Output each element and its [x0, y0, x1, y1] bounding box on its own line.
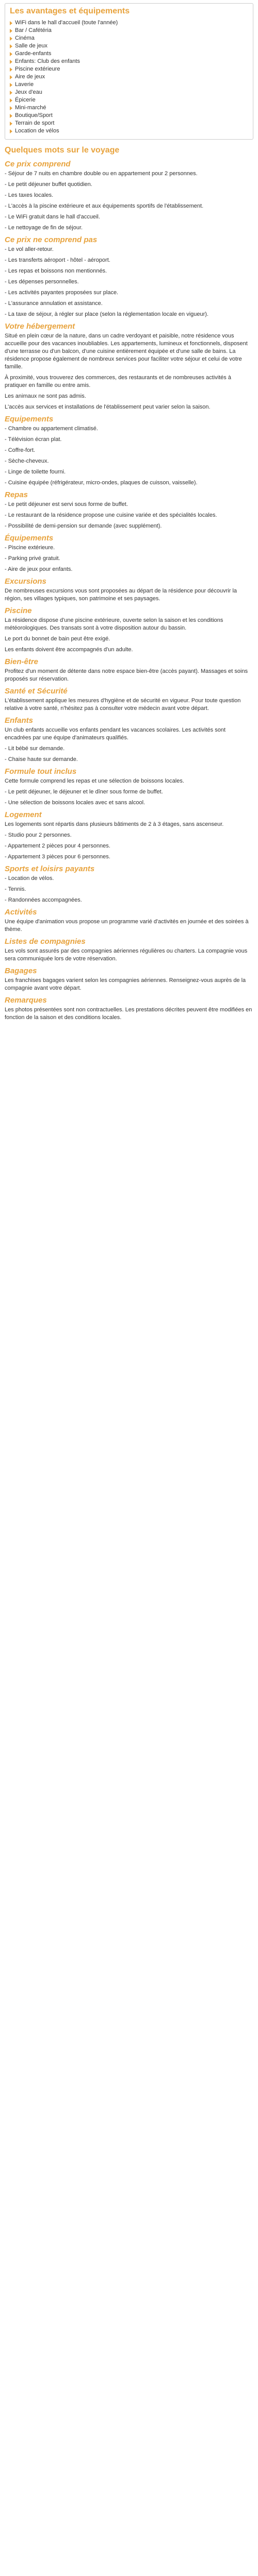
amenity-item	[10, 104, 248, 112]
section	[5, 577, 253, 603]
section	[5, 533, 253, 573]
amenity-link[interactable]: Laverie	[15, 81, 34, 88]
amenity-link[interactable]: Piscine extérieure	[15, 66, 60, 72]
section	[5, 966, 253, 992]
section-paragraph: - Location de vélos.	[5, 875, 54, 882]
amenity-item	[10, 42, 248, 50]
section-paragraph: Situé en plein cœur de la nature, dans un cadre verdoyant et paisible, notre résidence vous accueille pour des vacances inoubliables. Les appartements, lumineux et fonctionnels, disposent d'une terrasse ou d'un balcon, d'une cuisine entièrement équipée et d'une salle de bains. La résidence propose également de nombreux services pour faciliter votre séjour et celui de votre famille.	[5, 333, 248, 370]
triangle-bullet-icon	[10, 129, 12, 133]
amenities-title: Les avantages et équipements	[10, 7, 130, 15]
amenity-link[interactable]: Location de vélos	[15, 128, 59, 134]
section-paragraph: - Le vol aller-retour.	[5, 246, 54, 252]
amenity-link[interactable]: Salle de jeux	[15, 43, 47, 49]
section	[5, 606, 253, 654]
triangle-bullet-icon	[10, 44, 12, 48]
amenity-item	[10, 96, 248, 104]
amenity-link[interactable]: Aire de jeux	[15, 74, 45, 80]
section-paragraph: - Tennis.	[5, 886, 26, 892]
triangle-bullet-icon	[10, 60, 12, 64]
amenity-link[interactable]: Terrain de sport	[15, 120, 55, 126]
section-paragraph: - Le nettoyage de fin de séjour.	[5, 225, 83, 231]
section-paragraph: - L'assurance annulation et assistance.	[5, 300, 103, 307]
amenity-item	[10, 127, 248, 135]
section-paragraph: - Le WiFi gratuit dans le hall d'accueil.	[5, 214, 100, 220]
section-title: Bien-être	[5, 657, 39, 666]
section-paragraph: Profitez d'un moment de détente dans notre espace bien-être (accès payant). Massages et soins proposés sur réservation.	[5, 668, 248, 682]
section-paragraph: - Chambre ou appartement climatisé.	[5, 426, 98, 432]
amenity-link[interactable]: Garde-enfants	[15, 50, 52, 57]
amenity-item	[10, 50, 248, 58]
amenity-link[interactable]: Boutique/Sport	[15, 112, 53, 118]
section-paragraph: Le port du bonnet de bain peut être exigé.	[5, 636, 110, 642]
section-paragraph: - Séjour de 7 nuits en chambre double ou en appartement pour 2 personnes.	[5, 171, 198, 177]
section	[5, 995, 253, 1022]
section	[5, 767, 253, 807]
section-paragraph: - Une sélection de boissons locales avec et sans alcool.	[5, 800, 146, 806]
section-title: Bagages	[5, 967, 37, 975]
section-title: Équipements	[5, 534, 54, 543]
section	[5, 716, 253, 764]
amenity-item	[10, 58, 248, 65]
section-paragraph: Les franchises bagages varient selon les compagnies aériennes. Renseignez-vous auprès de la compagnie avant votre départ.	[5, 977, 246, 991]
section-paragraph: Les logements sont répartis dans plusieurs bâtiments de 2 à 3 étages, sans ascenseur.	[5, 821, 224, 827]
section-paragraph: - Studio pour 2 personnes.	[5, 832, 72, 838]
section-paragraph: La résidence dispose d'une piscine extérieure, ouverte selon la saison et les conditions météorologiques. Des transats sont à votre disposition autour du bassin.	[5, 617, 223, 631]
trip-description-title: Quelques mots sur le voyage	[5, 146, 120, 155]
section-title: Formule tout inclus	[5, 767, 77, 776]
description-sections	[5, 159, 253, 1022]
section-title: Ce prix comprend	[5, 160, 71, 168]
section-title: Ce prix ne comprend pas	[5, 235, 98, 244]
amenity-item	[10, 73, 248, 81]
section-paragraph: Les photos présentées sont non contractuelles. Les prestations décrites peuvent être modifiées en fonction de la saison et des conditions locales.	[5, 1007, 252, 1021]
amenity-item	[10, 35, 248, 42]
section-paragraph: - Le petit déjeuner, le déjeuner et le dîner sous forme de buffet.	[5, 789, 163, 795]
section-title: Listes de compagnies	[5, 937, 86, 946]
section-title: Enfants	[5, 716, 34, 725]
amenity-item	[10, 81, 248, 89]
section	[5, 321, 253, 411]
section-paragraph: L'accès aux services et installations de l'établissement peut varier selon la saison.	[5, 404, 211, 410]
section-paragraph: - Le petit déjeuner est servi sous forme de buffet.	[5, 501, 128, 507]
section-paragraph: - La taxe de séjour, à régler sur place (selon la réglementation locale en vigueur).	[5, 311, 209, 317]
amenity-link[interactable]: Enfants: Club des enfants	[15, 58, 80, 64]
section-paragraph: - Les transferts aéroport - hôtel - aéroport.	[5, 257, 110, 263]
section-paragraph: - Le restaurant de la résidence propose une cuisine variée et des spécialités locales.	[5, 512, 217, 518]
section-paragraph: Les vols sont assurés par des compagnies aériennes régulières ou charters. La compagnie vous sera communiquée lors de votre réservation.	[5, 948, 248, 962]
section-paragraph: - Possibilité de demi-pension sur demande (avec supplément).	[5, 523, 162, 529]
section-paragraph: Une équipe d'animation vous propose un programme varié d'activités en journée et des soirées à thème.	[5, 919, 249, 933]
section-paragraph: - Linge de toilette fourni.	[5, 469, 66, 475]
amenities-list	[10, 19, 248, 135]
section-paragraph: - Appartement 3 pièces pour 6 personnes.	[5, 854, 110, 860]
triangle-bullet-icon	[10, 122, 12, 126]
section-paragraph: - Cuisine équipée (réfrigérateur, micro-ondes, plaques de cuisson, vaisselle).	[5, 480, 198, 486]
section	[5, 657, 253, 683]
amenity-item	[10, 19, 248, 27]
page	[0, 0, 258, 1022]
section	[5, 235, 253, 318]
triangle-bullet-icon	[10, 91, 12, 95]
section-paragraph: - Randonnées accompagnées.	[5, 897, 82, 903]
section-title: Santé et Sécurité	[5, 687, 68, 696]
triangle-bullet-icon	[10, 67, 12, 72]
amenity-link[interactable]: WiFi dans le hall d'accueil (toute l'année)	[15, 20, 118, 26]
section-title: Sports et loisirs payants	[5, 865, 95, 873]
section-paragraph: - Télévision écran plat.	[5, 436, 62, 443]
amenity-link[interactable]: Cinéma	[15, 35, 35, 41]
section	[5, 864, 253, 904]
section-paragraph: - Sèche-cheveux.	[5, 458, 49, 464]
triangle-bullet-icon	[10, 75, 12, 79]
section	[5, 937, 253, 963]
section-paragraph: - Piscine extérieure.	[5, 545, 55, 551]
triangle-bullet-icon	[10, 21, 12, 25]
section-paragraph: - Chaise haute sur demande.	[5, 756, 78, 762]
section-paragraph: - Aire de jeux pour enfants.	[5, 566, 73, 572]
section-paragraph: - Les activités payantes proposées sur place.	[5, 290, 119, 296]
section-paragraph: - L'accès à la piscine extérieure et aux équipements sportifs de l'établissement.	[5, 203, 204, 209]
triangle-bullet-icon	[10, 83, 12, 87]
amenity-item	[10, 112, 248, 120]
section-title: Equipements	[5, 415, 54, 423]
amenity-link[interactable]: Jeux d'eau	[15, 89, 42, 95]
amenities-box	[5, 3, 253, 140]
triangle-bullet-icon	[10, 98, 12, 103]
section-title: Logement	[5, 810, 42, 819]
section-paragraph: - Lit bébé sur demande.	[5, 745, 65, 752]
section-title: Remarques	[5, 996, 47, 1005]
section-paragraph: - Parking privé gratuit.	[5, 555, 60, 562]
triangle-bullet-icon	[10, 114, 12, 118]
triangle-bullet-icon	[10, 29, 12, 33]
section-paragraph: - Le petit déjeuner buffet quotidien.	[5, 181, 92, 188]
section-paragraph: Les enfants doivent être accompagnés d'un adulte.	[5, 647, 133, 653]
triangle-bullet-icon	[10, 37, 12, 41]
amenity-item	[10, 27, 248, 35]
section-paragraph: Cette formule comprend les repas et une sélection de boissons locales.	[5, 778, 184, 784]
amenity-item	[10, 65, 248, 73]
amenity-link[interactable]: Bar / Cafétéria	[15, 27, 52, 33]
section-title: Excursions	[5, 577, 46, 586]
section-paragraph: À proximité, vous trouverez des commerces, des restaurants et de nombreuses activités à pratiquer en famille ou entre amis.	[5, 375, 231, 388]
section-paragraph: - Les repas et boissons non mentionnés.	[5, 268, 107, 274]
section-paragraph: - Les taxes locales.	[5, 192, 54, 198]
section-paragraph: Les animaux ne sont pas admis.	[5, 393, 86, 399]
section	[5, 686, 253, 713]
section-paragraph: - Coffre-fort.	[5, 447, 36, 453]
amenity-item	[10, 120, 248, 127]
section	[5, 159, 253, 232]
section-paragraph: - Appartement 2 pièces pour 4 personnes.	[5, 843, 110, 849]
section-title: Repas	[5, 490, 28, 499]
section	[5, 810, 253, 861]
section-title: Votre hébergement	[5, 322, 75, 331]
section-title: Piscine	[5, 606, 32, 615]
section-paragraph: - Les dépenses personnelles.	[5, 279, 79, 285]
section	[5, 490, 253, 530]
section-paragraph: Un club enfants accueille vos enfants pendant les vacances scolaires. Les activités sont encadrées par une équipe d'animateurs qualifiés.	[5, 727, 226, 741]
section-title: Activités	[5, 908, 37, 917]
section-paragraph: L'établissement applique les mesures d'hygiène et de sécurité en vigueur. Pour toute question relative à votre santé, n'hésitez pas à consulter votre médecin avant votre départ.	[5, 698, 241, 711]
amenity-item	[10, 89, 248, 96]
section	[5, 907, 253, 934]
amenity-link[interactable]: Épicerie	[15, 97, 36, 103]
triangle-bullet-icon	[10, 106, 12, 110]
section	[5, 414, 253, 487]
amenity-link[interactable]: Mini-marché	[15, 105, 46, 111]
section-paragraph: De nombreuses excursions vous sont proposées au départ de la résidence pour découvrir la région, ses villages typiques, son patrimoine et ses paysages.	[5, 588, 237, 602]
triangle-bullet-icon	[10, 52, 12, 56]
